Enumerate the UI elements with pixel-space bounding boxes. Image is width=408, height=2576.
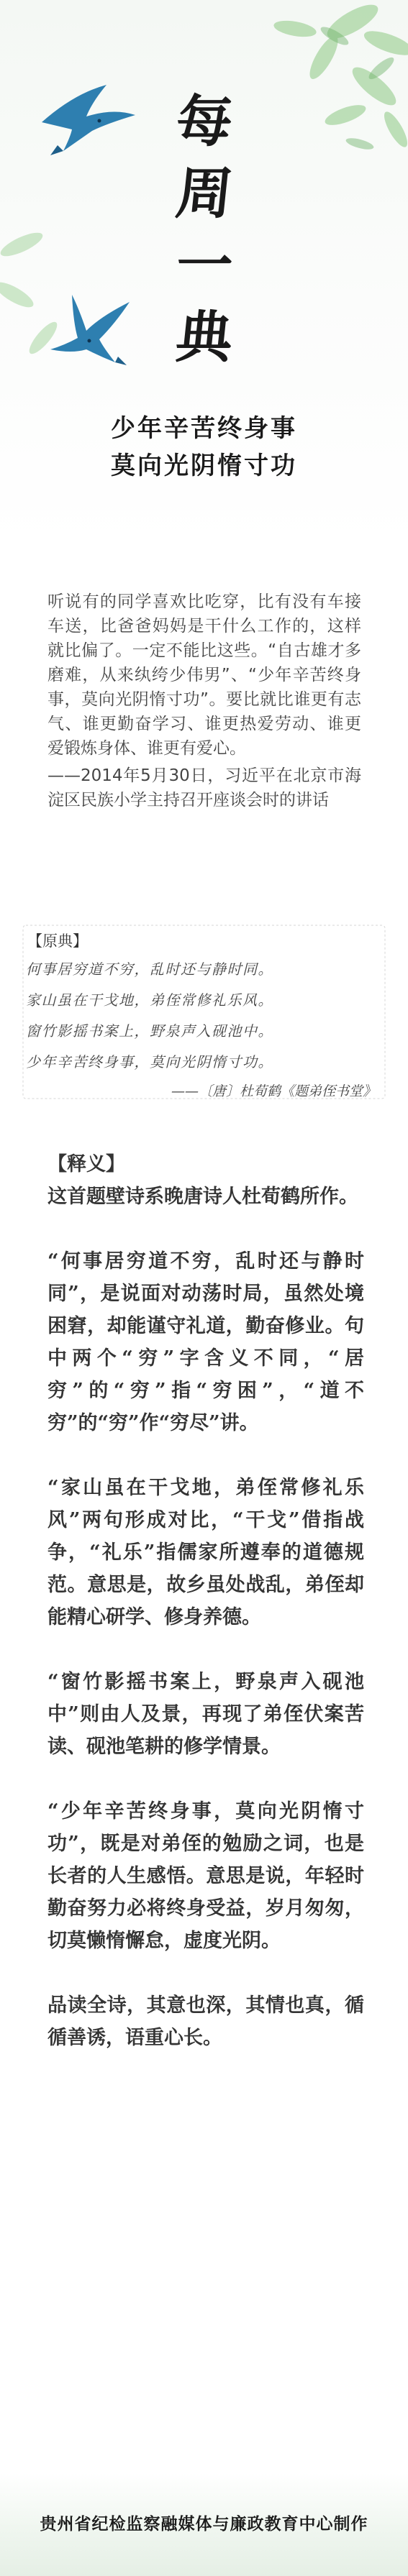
poem-line: 少年辛苦终身事，莫向光阴惰寸功。 bbox=[26, 1053, 273, 1071]
explanation-paragraph: “家山虽在干戈地，弟侄常修礼乐风”两句形成对比，“干戈”借指战争，“礼乐”指儒家所遵奉的道德规范。意思是，故乡虽处战乱，弟侄却能精心研学、修身养德。 bbox=[47, 1477, 364, 1628]
poem-line: 家山虽在干戈地，弟侄常修礼乐风。 bbox=[26, 991, 273, 1009]
explanation-paragraph: “何事居穷道不穷，乱时还与静时同”，是说面对动荡时局，虽然处境困窘，却能谨守礼道，勤奋修业。句中两个“穷”字含义不同，“居穷”的“穷”指“穷困”，“道不穷”的“穷”作“穷尽”讲。 bbox=[47, 1250, 364, 1434]
leaves-decoration bbox=[245, 0, 408, 165]
footer-banner bbox=[0, 2473, 408, 2576]
title-char: 周 bbox=[173, 161, 236, 226]
title-char: 一 bbox=[173, 233, 236, 298]
title-char: 典 bbox=[173, 305, 236, 370]
intro-text: 听说有的同学喜欢比吃穿，比有没有车接车送，比爸爸妈妈是干什么工作的，这样就比偏了。一定不能比这些。“自古雄才多磨难，从来纨绔少伟男”、“少年辛苦终身事，莫向光阴惰寸功”。要比就比谁更有志气、谁更勤奋学习、谁更热爱劳动、谁更爱锻炼身体、谁更有爱心。 bbox=[47, 592, 361, 758]
intro-quote bbox=[47, 590, 361, 812]
swallow-bird-icon bbox=[43, 288, 137, 367]
explanation-section bbox=[47, 1148, 364, 2054]
poem-label: 【原典】 bbox=[27, 932, 88, 950]
vertical-title bbox=[161, 86, 248, 374]
intro-source: ——2014年5月30日，习近平在北京市海淀区民族小学主持召开座谈会时的讲话 bbox=[47, 766, 361, 810]
footer-credit: 贵州省纪检监察融媒体与廉政教育中心制作 bbox=[40, 2514, 368, 2534]
title-char: 每 bbox=[173, 89, 236, 155]
poem-source: ——〔唐〕杜荀鹤《题弟侄书堂》 bbox=[171, 1083, 376, 1099]
explanation-paragraph: “少年辛苦终身事，莫向光阴惰寸功”，既是对弟侄的勉励之词，也是长者的人生感悟。意思是说，年轻时勤奋努力必将终身受益，岁月匆匆，切莫懒惰懈怠，虚度光阴。 bbox=[47, 1800, 364, 1952]
header-banner bbox=[0, 0, 408, 546]
poem-line: 窗竹影摇书案上，野泉声入砚池中。 bbox=[26, 1022, 273, 1040]
subtitle-line-1: 少年辛苦终身事 bbox=[111, 414, 297, 443]
swallow-bird-icon bbox=[35, 79, 142, 158]
explanation-label: 【释义】 bbox=[47, 1153, 125, 1175]
explanation-paragraph: “窗竹影摇书案上，野泉声入砚池中”则由人及景，再现了弟侄伏案苦读、砚池笔耕的修学情景。 bbox=[47, 1671, 364, 1758]
explanation-paragraph: 品读全诗，其意也深，其情也真，循循善诱，语重心长。 bbox=[47, 1994, 364, 2049]
explanation-paragraph: 这首题壁诗系晚唐诗人杜荀鹤所作。 bbox=[47, 1186, 358, 1208]
poem-line: 何事居穷道不穷，乱时还与静时同。 bbox=[26, 961, 273, 978]
poem-box bbox=[22, 924, 386, 1100]
subtitle-line-2: 莫向光阴惰寸功 bbox=[111, 452, 297, 480]
